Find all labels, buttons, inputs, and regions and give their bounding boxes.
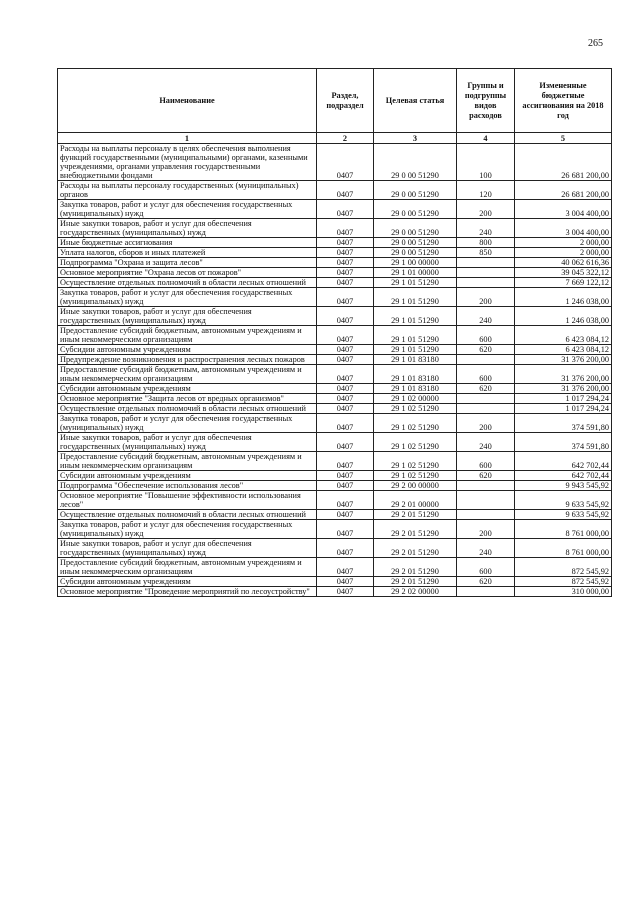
table-row (58, 326, 612, 345)
row-group: 600 (457, 326, 515, 345)
row-name: Подпрограмма "Охрана и защита лесов" (58, 258, 317, 268)
row-target: 29 1 02 51290 (374, 471, 457, 481)
row-name: Субсидии автономным учреждениям (58, 471, 317, 481)
column-number: 1 (58, 133, 317, 144)
column-number: 3 (374, 133, 457, 144)
row-amount: 374 591,80 (515, 414, 612, 433)
row-name: Субсидии автономным учреждениям (58, 345, 317, 355)
table-row (58, 200, 612, 219)
row-target: 29 1 01 00000 (374, 268, 457, 278)
row-amount: 642 702,44 (515, 452, 612, 471)
table-row (58, 384, 612, 394)
column-number: 5 (515, 133, 612, 144)
row-group: 240 (457, 219, 515, 238)
row-amount: 1 246 038,00 (515, 307, 612, 326)
row-group: 100 (457, 144, 515, 181)
row-section: 0407 (317, 384, 374, 394)
row-name: Предупреждение возникновения и распространения лесных пожаров (58, 355, 317, 365)
row-target: 29 1 01 51290 (374, 307, 457, 326)
row-section: 0407 (317, 238, 374, 248)
row-amount: 9 633 545,92 (515, 510, 612, 520)
row-target: 29 1 01 51290 (374, 288, 457, 307)
row-group (457, 404, 515, 414)
row-group (457, 587, 515, 597)
row-section: 0407 (317, 288, 374, 307)
row-section: 0407 (317, 404, 374, 414)
row-group: 240 (457, 307, 515, 326)
row-section: 0407 (317, 539, 374, 558)
table-row (58, 558, 612, 577)
page-number: 265 (588, 38, 603, 49)
row-group: 200 (457, 200, 515, 219)
row-target: 29 2 01 51290 (374, 510, 457, 520)
row-name: Закупка товаров, работ и услуг для обеспечения государственных (муниципальных) нужд (58, 414, 317, 433)
row-amount: 1 017 294,24 (515, 404, 612, 414)
row-amount: 3 004 400,00 (515, 219, 612, 238)
row-section: 0407 (317, 181, 374, 200)
row-group: 620 (457, 345, 515, 355)
row-amount: 9 943 545,92 (515, 481, 612, 491)
table-row (58, 471, 612, 481)
table-row (58, 345, 612, 355)
row-group: 620 (457, 577, 515, 587)
row-section: 0407 (317, 278, 374, 288)
row-target: 29 0 00 51290 (374, 219, 457, 238)
header-section: Раздел, подраздел (317, 69, 374, 133)
row-group (457, 268, 515, 278)
row-name: Расходы на выплаты персоналу государственных (муниципальных) органов (58, 181, 317, 200)
header-row (58, 69, 612, 133)
row-amount: 2 000,00 (515, 238, 612, 248)
row-group (457, 491, 515, 510)
table-row (58, 248, 612, 258)
row-name: Осуществление отдельных полномочий в области лесных отношений (58, 510, 317, 520)
row-target: 29 0 00 51290 (374, 238, 457, 248)
row-group: 600 (457, 365, 515, 384)
header-name: Наименование (58, 69, 317, 133)
row-group: 200 (457, 520, 515, 539)
row-target: 29 1 01 83180 (374, 365, 457, 384)
row-target: 29 0 00 51290 (374, 181, 457, 200)
table-row (58, 307, 612, 326)
row-amount: 31 376 200,00 (515, 365, 612, 384)
table-row (58, 491, 612, 510)
row-amount: 26 681 200,00 (515, 144, 612, 181)
table-row (58, 238, 612, 248)
row-group (457, 258, 515, 268)
row-target: 29 1 01 51290 (374, 345, 457, 355)
row-section: 0407 (317, 481, 374, 491)
row-name: Осуществление отдельных полномочий в области лесных отношений (58, 404, 317, 414)
row-target: 29 1 00 00000 (374, 258, 457, 268)
row-amount: 310 000,00 (515, 587, 612, 597)
row-section: 0407 (317, 326, 374, 345)
row-name: Осуществление отдельных полномочий в области лесных отношений (58, 278, 317, 288)
row-name: Иные закупки товаров, работ и услуг для обеспечения государственных (муниципальных) нужд (58, 307, 317, 326)
row-target: 29 2 01 51290 (374, 520, 457, 539)
row-target: 29 1 02 51290 (374, 414, 457, 433)
row-target: 29 2 02 00000 (374, 587, 457, 597)
row-name: Иные закупки товаров, работ и услуг для обеспечения государственных (муниципальных) нужд (58, 539, 317, 558)
row-section: 0407 (317, 345, 374, 355)
row-target: 29 1 01 51290 (374, 278, 457, 288)
row-name: Субсидии автономным учреждениям (58, 577, 317, 587)
row-group (457, 278, 515, 288)
row-target: 29 2 00 00000 (374, 481, 457, 491)
budget-table (57, 68, 612, 597)
row-name: Закупка товаров, работ и услуг для обеспечения государственных (муниципальных) нужд (58, 288, 317, 307)
row-amount: 9 633 545,92 (515, 491, 612, 510)
row-target: 29 1 02 51290 (374, 452, 457, 471)
row-amount: 872 545,92 (515, 558, 612, 577)
table-row (58, 144, 612, 181)
row-amount: 26 681 200,00 (515, 181, 612, 200)
row-name: Предоставление субсидий бюджетным, автономным учреждениям и иным некоммерческим организациям (58, 326, 317, 345)
row-amount: 374 591,80 (515, 433, 612, 452)
row-name: Основное мероприятие "Проведение мероприятий по лесоустройству" (58, 587, 317, 597)
row-section: 0407 (317, 307, 374, 326)
header-target: Целевая статья (374, 69, 457, 133)
table-row (58, 258, 612, 268)
row-group: 120 (457, 181, 515, 200)
row-section: 0407 (317, 394, 374, 404)
column-number-row (58, 133, 612, 144)
row-section: 0407 (317, 355, 374, 365)
row-section: 0407 (317, 365, 374, 384)
row-target: 29 0 00 51290 (374, 144, 457, 181)
row-name: Закупка товаров, работ и услуг для обеспечения государственных (муниципальных) нужд (58, 200, 317, 219)
row-name: Подпрограмма "Обеспечение использования лесов" (58, 481, 317, 491)
row-section: 0407 (317, 258, 374, 268)
row-name: Иные закупки товаров, работ и услуг для обеспечения государственных (муниципальных) нужд (58, 433, 317, 452)
row-amount: 6 423 084,12 (515, 345, 612, 355)
row-name: Иные закупки товаров, работ и услуг для обеспечения государственных (муниципальных) нужд (58, 219, 317, 238)
row-group: 200 (457, 288, 515, 307)
row-name: Основное мероприятие "Защита лесов от вредных организмов" (58, 394, 317, 404)
table-row (58, 365, 612, 384)
table-row (58, 268, 612, 278)
row-section: 0407 (317, 452, 374, 471)
table-row (58, 433, 612, 452)
table-row (58, 414, 612, 433)
row-name: Расходы на выплаты персоналу в целях обеспечения выполнения функций государственными (муниципальными) органами, казенными учреждениями, органами управления государственными внебюджетными фондами (58, 144, 317, 181)
row-section: 0407 (317, 144, 374, 181)
table-row (58, 219, 612, 238)
row-amount: 1 246 038,00 (515, 288, 612, 307)
row-group: 240 (457, 539, 515, 558)
row-amount: 40 062 616,36 (515, 258, 612, 268)
row-amount: 8 761 000,00 (515, 539, 612, 558)
row-section: 0407 (317, 414, 374, 433)
table-row (58, 481, 612, 491)
row-amount: 872 545,92 (515, 577, 612, 587)
row-group (457, 355, 515, 365)
row-amount: 6 423 084,12 (515, 326, 612, 345)
row-target: 29 1 02 00000 (374, 394, 457, 404)
row-name: Предоставление субсидий бюджетным, автономным учреждениям и иным некоммерческим организациям (58, 452, 317, 471)
row-group (457, 481, 515, 491)
table-row (58, 587, 612, 597)
row-section: 0407 (317, 248, 374, 258)
row-amount: 7 669 122,12 (515, 278, 612, 288)
row-amount: 31 376 200,00 (515, 384, 612, 394)
row-target: 29 1 02 51290 (374, 433, 457, 452)
table-row (58, 278, 612, 288)
column-number: 4 (457, 133, 515, 144)
row-group: 800 (457, 238, 515, 248)
row-section: 0407 (317, 520, 374, 539)
table-row (58, 539, 612, 558)
row-section: 0407 (317, 471, 374, 481)
row-target: 29 1 01 83180 (374, 355, 457, 365)
row-name: Иные бюджетные ассигнования (58, 238, 317, 248)
column-number: 2 (317, 133, 374, 144)
row-name: Основное мероприятие "Повышение эффективности использования лесов" (58, 491, 317, 510)
row-section: 0407 (317, 558, 374, 577)
row-group (457, 394, 515, 404)
row-group: 600 (457, 558, 515, 577)
table-row (58, 355, 612, 365)
table-row (58, 452, 612, 471)
header-amount: Измененные бюджетные ассигнования на 2018 год (515, 69, 612, 133)
row-amount: 3 004 400,00 (515, 200, 612, 219)
row-name: Закупка товаров, работ и услуг для обеспечения государственных (муниципальных) нужд (58, 520, 317, 539)
row-amount: 31 376 200,00 (515, 355, 612, 365)
row-group: 620 (457, 471, 515, 481)
row-amount: 1 017 294,24 (515, 394, 612, 404)
row-section: 0407 (317, 510, 374, 520)
row-section: 0407 (317, 491, 374, 510)
header-group: Группы и подгруппы видов расходов (457, 69, 515, 133)
row-target: 29 1 01 83180 (374, 384, 457, 394)
row-name: Уплата налогов, сборов и иных платежей (58, 248, 317, 258)
row-name: Субсидии автономным учреждениям (58, 384, 317, 394)
row-group (457, 510, 515, 520)
row-section: 0407 (317, 577, 374, 587)
row-amount: 642 702,44 (515, 471, 612, 481)
row-amount: 39 045 322,12 (515, 268, 612, 278)
table-row (58, 577, 612, 587)
row-section: 0407 (317, 268, 374, 278)
table-row (58, 404, 612, 414)
row-name: Основное мероприятие "Охрана лесов от пожаров" (58, 268, 317, 278)
row-section: 0407 (317, 587, 374, 597)
row-amount: 2 000,00 (515, 248, 612, 258)
row-target: 29 2 01 51290 (374, 577, 457, 587)
row-target: 29 2 01 51290 (374, 539, 457, 558)
row-group: 850 (457, 248, 515, 258)
row-section: 0407 (317, 200, 374, 219)
table-row (58, 520, 612, 539)
row-section: 0407 (317, 433, 374, 452)
row-name: Предоставление субсидий бюджетным, автономным учреждениям и иным некоммерческим организациям (58, 558, 317, 577)
row-group: 600 (457, 452, 515, 471)
table-row (58, 394, 612, 404)
table-row (58, 181, 612, 200)
row-target: 29 2 01 51290 (374, 558, 457, 577)
row-group: 620 (457, 384, 515, 394)
row-target: 29 2 01 00000 (374, 491, 457, 510)
row-target: 29 1 02 51290 (374, 404, 457, 414)
row-name: Предоставление субсидий бюджетным, автономным учреждениям и иным некоммерческим организациям (58, 365, 317, 384)
table-row (58, 510, 612, 520)
row-group: 240 (457, 433, 515, 452)
table-row (58, 288, 612, 307)
row-amount: 8 761 000,00 (515, 520, 612, 539)
row-target: 29 0 00 51290 (374, 200, 457, 219)
row-group: 200 (457, 414, 515, 433)
row-target: 29 0 00 51290 (374, 248, 457, 258)
row-section: 0407 (317, 219, 374, 238)
row-target: 29 1 01 51290 (374, 326, 457, 345)
